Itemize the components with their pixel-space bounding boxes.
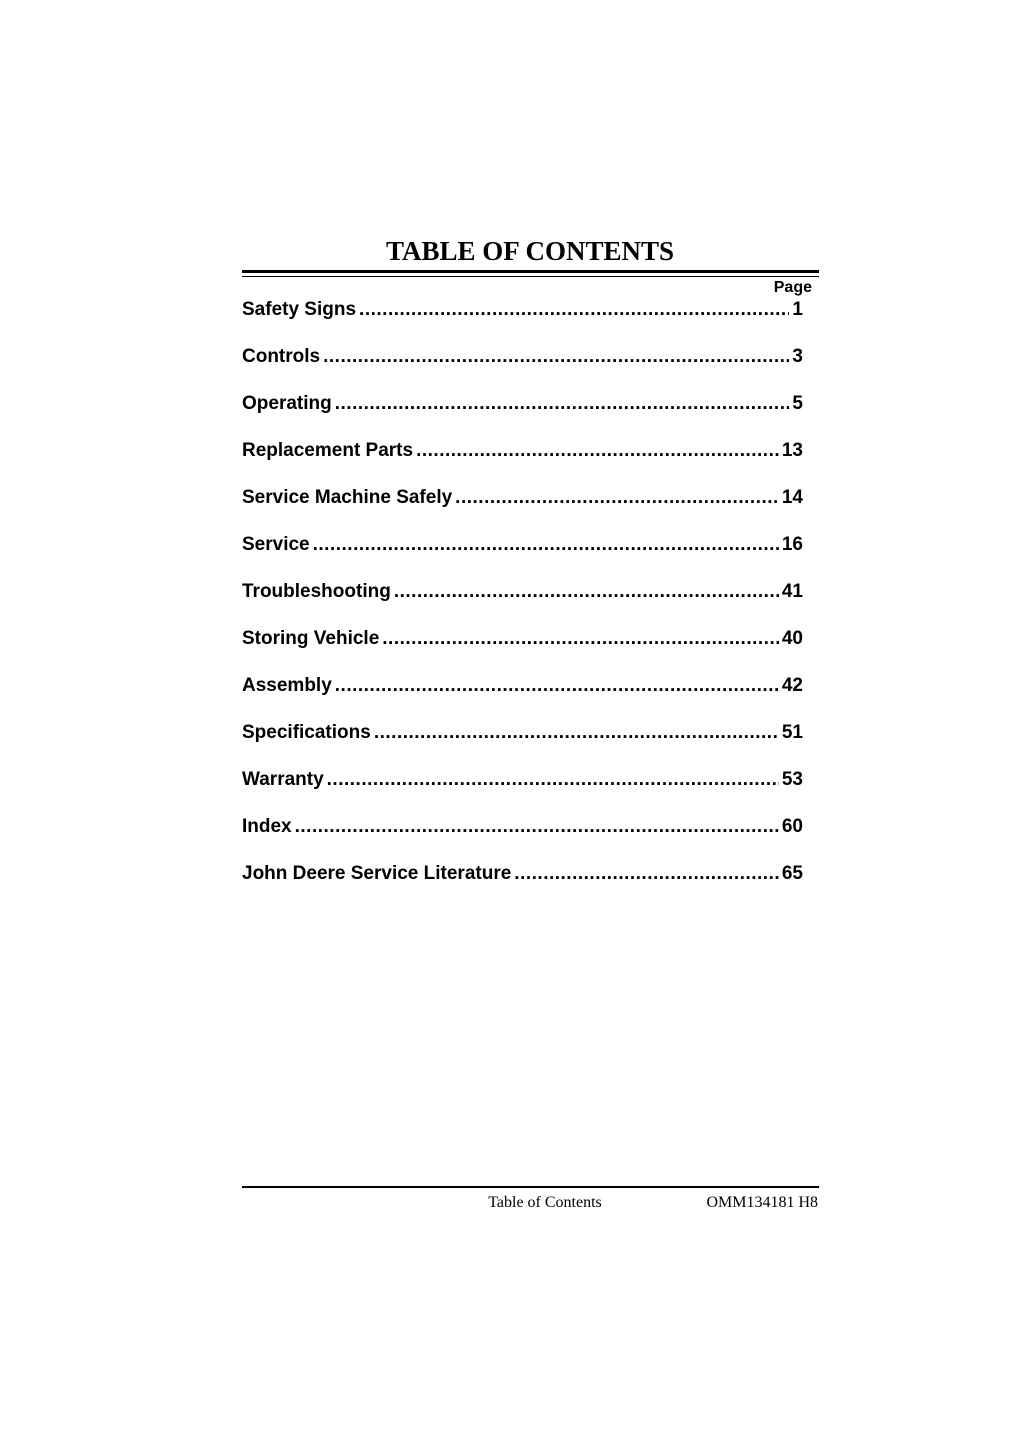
toc-entry-page: 60 [781, 816, 803, 837]
toc-leader-dots [359, 297, 789, 323]
toc-entry-page: 42 [781, 675, 803, 696]
toc-entry[interactable] [242, 438, 803, 485]
toc-entry-page: 5 [792, 393, 803, 414]
toc-entry[interactable] [242, 297, 803, 344]
toc-list [242, 297, 803, 908]
footer-section-title: Table of Contents [488, 1194, 602, 1211]
toc-leader-dots [295, 814, 779, 840]
toc-entry[interactable] [242, 861, 803, 908]
toc-leader-dots [382, 626, 779, 652]
toc-leader-dots [323, 344, 789, 370]
toc-entry-label: Specifications [242, 722, 371, 743]
toc-entry-page: 16 [781, 534, 803, 555]
toc-leader-dots [455, 485, 779, 511]
toc-entry[interactable] [242, 579, 803, 626]
toc-leader-dots [313, 532, 779, 558]
toc-leader-dots [327, 767, 779, 793]
title-double-rule-thin [242, 276, 819, 277]
toc-leader-dots [335, 673, 779, 699]
toc-entry-page: 14 [781, 487, 803, 508]
toc-leader-dots [514, 861, 779, 887]
toc-leader-dots [335, 391, 790, 417]
toc-entry-label: Storing Vehicle [242, 628, 380, 649]
toc-entry[interactable] [242, 626, 803, 673]
page-column-header: Page [773, 279, 812, 296]
toc-entry-page: 51 [781, 722, 803, 743]
toc-entry[interactable] [242, 673, 803, 720]
page-title: TABLE OF CONTENTS [385, 236, 675, 266]
footer-document-code: OMM134181 H8 [706, 1194, 818, 1211]
toc-entry-label: Assembly [242, 675, 332, 696]
toc-leader-dots [374, 720, 779, 746]
toc-entry-page: 65 [781, 863, 803, 884]
toc-entry[interactable] [242, 532, 803, 579]
toc-entry-page: 3 [792, 346, 803, 367]
toc-entry-label: Replacement Parts [242, 440, 414, 461]
toc-entry-page: 53 [781, 769, 803, 790]
toc-entry-label: Troubleshooting [242, 581, 391, 602]
toc-entry[interactable] [242, 814, 803, 861]
toc-entry-label: Controls [242, 346, 321, 367]
toc-leader-dots [394, 579, 779, 605]
toc-entry[interactable] [242, 485, 803, 532]
toc-entry-label: Index [242, 816, 292, 837]
toc-entry-page: 41 [781, 581, 803, 602]
title-double-rule-thick [242, 270, 819, 273]
toc-entry-label: Safety Signs [242, 299, 357, 320]
toc-entry-label: Service Machine Safely [242, 487, 453, 508]
footer-rule [242, 1186, 819, 1188]
toc-entry-label: Operating [242, 393, 332, 414]
toc-entry-label: Warranty [242, 769, 324, 790]
toc-entry-page: 13 [781, 440, 803, 461]
toc-entry[interactable] [242, 344, 803, 391]
toc-entry[interactable] [242, 767, 803, 814]
toc-entry[interactable] [242, 391, 803, 438]
toc-entry-page: 40 [781, 628, 803, 649]
toc-entry-page: 1 [792, 299, 803, 320]
toc-entry-label: Service [242, 534, 310, 555]
toc-leader-dots [416, 438, 779, 464]
toc-entry-label: John Deere Service Literature [242, 863, 512, 884]
toc-entry[interactable] [242, 720, 803, 767]
